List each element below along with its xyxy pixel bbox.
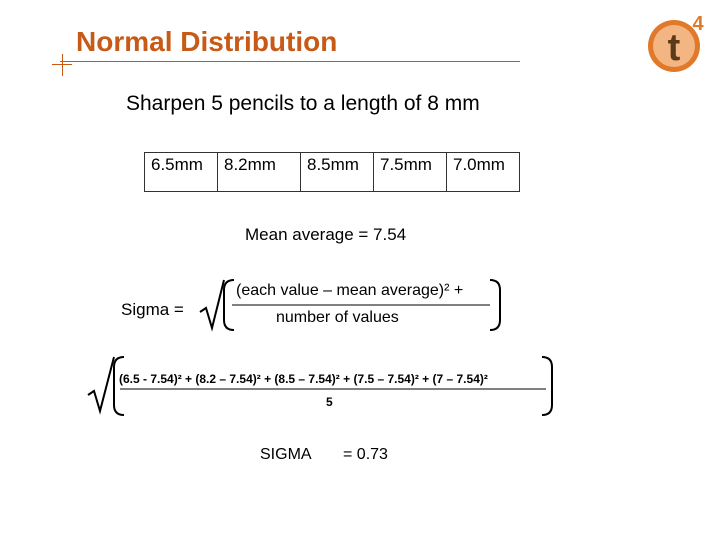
measurements-table <box>144 152 520 192</box>
logo-superscript: 4 <box>692 13 704 35</box>
formula-numerator: (each value – mean average)² + <box>236 282 464 299</box>
measurement-cell: 7.5mm <box>374 153 447 192</box>
measurement-cell: 7.0mm <box>447 153 520 192</box>
measurement-cell: 8.5mm <box>301 153 374 192</box>
result-value: = 0.73 <box>343 446 388 463</box>
measurement-cell: 6.5mm <box>145 153 218 192</box>
measurement-cell: 8.2mm <box>218 153 301 192</box>
expanded-denominator: 5 <box>326 395 333 409</box>
corner-cross-vertical <box>62 54 63 76</box>
formula-denominator: number of values <box>276 309 399 326</box>
subtitle: Sharpen 5 pencils to a length of 8 mm <box>126 92 480 115</box>
page-title: Normal Distribution <box>76 26 338 57</box>
sqrt-bracket-icon <box>86 355 556 417</box>
corner-cross-horizontal <box>52 64 72 65</box>
mean-average-text: Mean average = 7.54 <box>245 225 407 244</box>
table-row <box>145 153 520 192</box>
title-underline <box>60 61 520 62</box>
logo-letter: t <box>667 27 681 69</box>
t4-logo-icon <box>644 10 714 80</box>
sigma-label: Sigma = <box>121 300 184 319</box>
expanded-numerator: (6.5 - 7.54)² + (8.2 – 7.54)² + (8.5 – 7.54)² + (7.5 – 7.54)² + (7 – 7.54)² <box>119 372 488 386</box>
result-label: SIGMA <box>260 446 312 463</box>
